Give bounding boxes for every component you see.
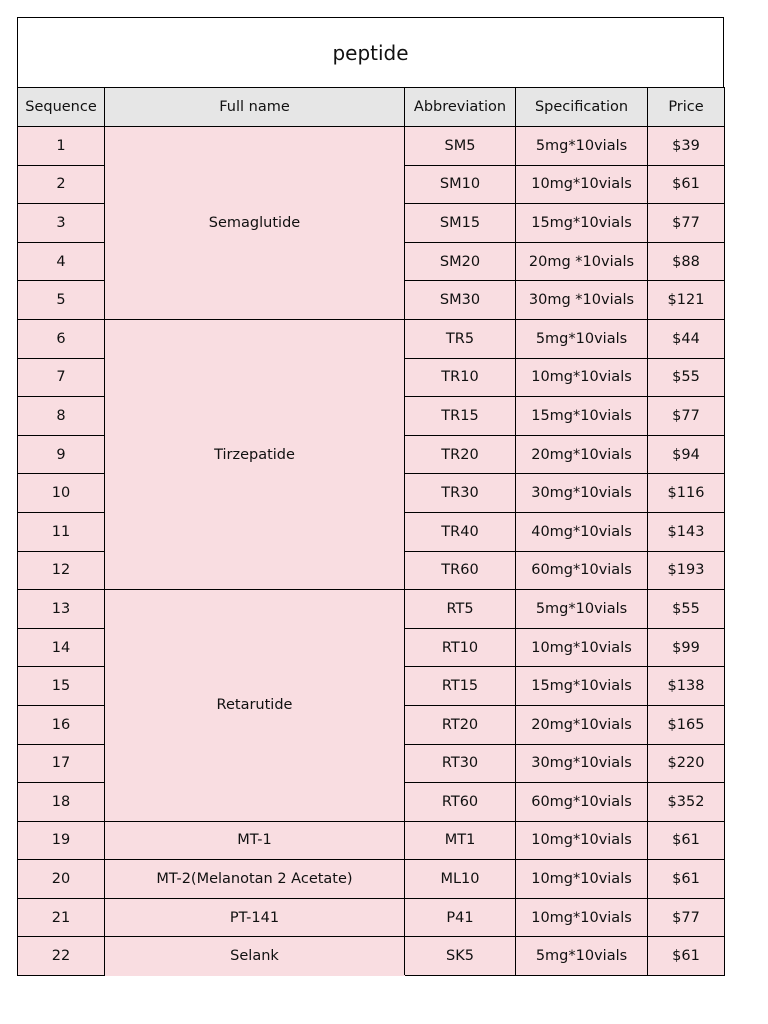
full-name-cell: Selank	[105, 937, 405, 976]
price-cell: $220	[648, 744, 725, 783]
specification-cell: 10mg*10vials	[516, 358, 648, 397]
specification-cell: 15mg*10vials	[516, 397, 648, 436]
abbreviation-cell: TR5	[405, 319, 516, 358]
table-row	[18, 319, 725, 358]
price-cell: $143	[648, 512, 725, 551]
specification-cell: 20mg*10vials	[516, 435, 648, 474]
price-cell: $94	[648, 435, 725, 474]
abbreviation-cell: RT10	[405, 628, 516, 667]
abbreviation-cell: SM20	[405, 242, 516, 281]
price-cell: $99	[648, 628, 725, 667]
full-name-cell: MT-1	[105, 821, 405, 860]
sequence-cell: 3	[18, 204, 105, 243]
specification-cell: 60mg*10vials	[516, 783, 648, 822]
specification-cell: 30mg*10vials	[516, 744, 648, 783]
header-price: Price	[648, 88, 725, 127]
sequence-cell: 19	[18, 821, 105, 860]
price-cell: $138	[648, 667, 725, 706]
table-row	[18, 898, 725, 937]
price-cell: $61	[648, 937, 725, 976]
specification-cell: 20mg*10vials	[516, 705, 648, 744]
price-cell: $61	[648, 821, 725, 860]
sequence-cell: 22	[18, 937, 105, 976]
abbreviation-cell: TR30	[405, 474, 516, 513]
price-cell: $77	[648, 397, 725, 436]
table-row	[18, 860, 725, 899]
table-body	[18, 127, 725, 976]
price-cell: $55	[648, 590, 725, 629]
table-row	[18, 821, 725, 860]
sequence-cell: 6	[18, 319, 105, 358]
sequence-cell: 16	[18, 705, 105, 744]
header-full-name: Full name	[105, 88, 405, 127]
sequence-cell: 13	[18, 590, 105, 629]
full-name-cell: Retarutide	[105, 590, 405, 822]
price-cell: $61	[648, 165, 725, 204]
sequence-cell: 21	[18, 898, 105, 937]
price-cell: $165	[648, 705, 725, 744]
sequence-cell: 20	[18, 860, 105, 899]
abbreviation-cell: SM10	[405, 165, 516, 204]
abbreviation-cell: RT15	[405, 667, 516, 706]
sequence-cell: 4	[18, 242, 105, 281]
price-cell: $352	[648, 783, 725, 822]
specification-cell: 10mg*10vials	[516, 821, 648, 860]
specification-cell: 15mg*10vials	[516, 204, 648, 243]
sequence-cell: 11	[18, 512, 105, 551]
abbreviation-cell: RT30	[405, 744, 516, 783]
specification-cell: 30mg *10vials	[516, 281, 648, 320]
price-cell: $77	[648, 898, 725, 937]
sequence-cell: 2	[18, 165, 105, 204]
abbreviation-cell: ML10	[405, 860, 516, 899]
sequence-cell: 1	[18, 127, 105, 166]
abbreviation-cell: RT60	[405, 783, 516, 822]
sequence-cell: 18	[18, 783, 105, 822]
sequence-cell: 14	[18, 628, 105, 667]
sequence-cell: 9	[18, 435, 105, 474]
price-cell: $77	[648, 204, 725, 243]
abbreviation-cell: MT1	[405, 821, 516, 860]
specification-cell: 10mg*10vials	[516, 628, 648, 667]
specification-cell: 5mg*10vials	[516, 319, 648, 358]
specification-cell: 10mg*10vials	[516, 165, 648, 204]
header-abbreviation: Abbreviation	[405, 88, 516, 127]
abbreviation-cell: P41	[405, 898, 516, 937]
specification-cell: 10mg*10vials	[516, 898, 648, 937]
abbreviation-cell: TR40	[405, 512, 516, 551]
specification-cell: 30mg*10vials	[516, 474, 648, 513]
price-cell: $88	[648, 242, 725, 281]
full-name-cell: Semaglutide	[105, 127, 405, 320]
sequence-cell: 8	[18, 397, 105, 436]
specification-cell: 5mg*10vials	[516, 590, 648, 629]
specification-cell: 60mg*10vials	[516, 551, 648, 590]
abbreviation-cell: RT5	[405, 590, 516, 629]
abbreviation-cell: SK5	[405, 937, 516, 976]
header-sequence: Sequence	[18, 88, 105, 127]
price-cell: $116	[648, 474, 725, 513]
header-row	[18, 88, 725, 127]
price-cell: $61	[648, 860, 725, 899]
full-name-cell: PT-141	[105, 898, 405, 937]
price-table	[17, 87, 725, 976]
specification-cell: 20mg *10vials	[516, 242, 648, 281]
specification-cell: 15mg*10vials	[516, 667, 648, 706]
full-name-cell: MT-2(Melanotan 2 Acetate)	[105, 860, 405, 899]
sequence-cell: 17	[18, 744, 105, 783]
abbreviation-cell: TR60	[405, 551, 516, 590]
abbreviation-cell: SM30	[405, 281, 516, 320]
abbreviation-cell: RT20	[405, 705, 516, 744]
sequence-cell: 5	[18, 281, 105, 320]
full-name-cell: Tirzepatide	[105, 319, 405, 589]
table-row	[18, 127, 725, 166]
abbreviation-cell: SM5	[405, 127, 516, 166]
abbreviation-cell: TR10	[405, 358, 516, 397]
sequence-cell: 7	[18, 358, 105, 397]
price-cell: $193	[648, 551, 725, 590]
price-cell: $39	[648, 127, 725, 166]
sequence-cell: 15	[18, 667, 105, 706]
sheet-title: peptide	[17, 17, 724, 87]
abbreviation-cell: TR15	[405, 397, 516, 436]
abbreviation-cell: TR20	[405, 435, 516, 474]
specification-cell: 40mg*10vials	[516, 512, 648, 551]
table-row	[18, 590, 725, 629]
table-row	[18, 937, 725, 976]
specification-cell: 5mg*10vials	[516, 127, 648, 166]
specification-cell: 10mg*10vials	[516, 860, 648, 899]
sequence-cell: 10	[18, 474, 105, 513]
sequence-cell: 12	[18, 551, 105, 590]
header-specification: Specification	[516, 88, 648, 127]
price-cell: $121	[648, 281, 725, 320]
specification-cell: 5mg*10vials	[516, 937, 648, 976]
price-cell: $44	[648, 319, 725, 358]
price-cell: $55	[648, 358, 725, 397]
abbreviation-cell: SM15	[405, 204, 516, 243]
price-sheet	[17, 17, 724, 976]
